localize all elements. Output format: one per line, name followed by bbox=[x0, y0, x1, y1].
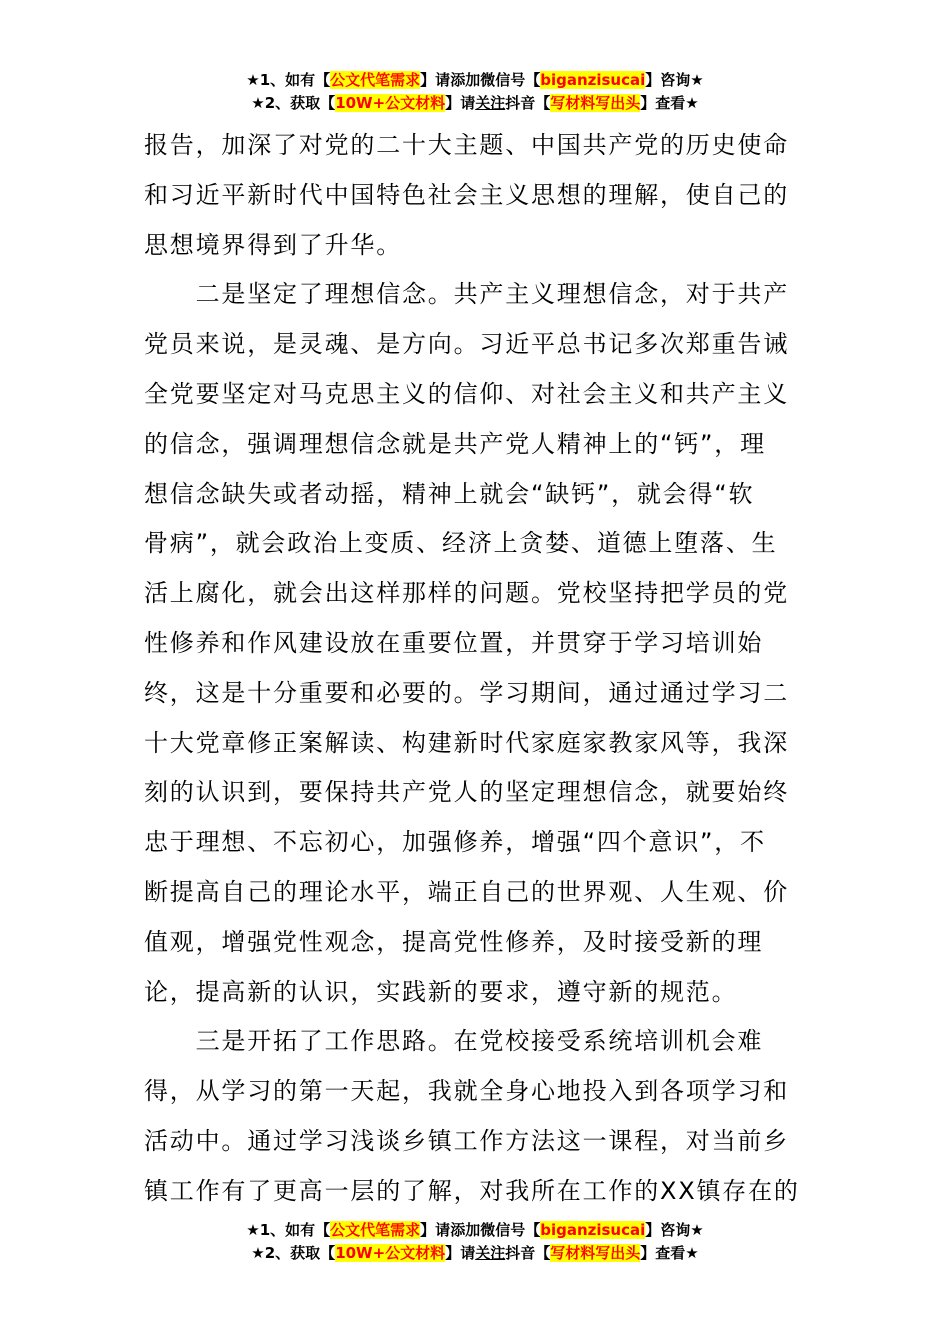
banner-text: ★1、如有【 bbox=[246, 71, 331, 89]
body-line: 党员来说，是灵魂、是方向。习近平总书记多次郑重告诫 bbox=[144, 330, 789, 359]
highlight-service: 公文代笔需求 bbox=[330, 1221, 421, 1239]
document-body bbox=[144, 121, 810, 1217]
body-line: 思想境界得到了升华。 bbox=[144, 230, 402, 259]
banner-text: ★1、如有【 bbox=[246, 1221, 331, 1239]
banner-text: 】请 bbox=[445, 94, 476, 112]
body-line: 和习近平新时代中国特色社会主义思想的理解，使自己的 bbox=[144, 180, 789, 209]
body-line: 值观，增强党性观念，提高党性修养，及时接受新的理 bbox=[144, 927, 764, 956]
body-line: 骨病”，就会政治上变质、经济上贪婪、道德上堕落、生 bbox=[144, 529, 778, 558]
banner-text: 微信号【 bbox=[480, 1221, 541, 1239]
body-line: 镇工作有了更高一层的了解，对我所在工作的XX镇存在的 bbox=[144, 1176, 800, 1205]
highlight-wechat-id: biganzisucai bbox=[540, 71, 646, 89]
highlight-materials: 10W+公文材料 bbox=[335, 94, 446, 112]
body-line: 报告，加深了对党的二十大主题、中国共产党的历史使命 bbox=[144, 131, 789, 159]
body-line: 活上腐化，就会出这样那样的问题。党校坚持把学员的党 bbox=[144, 579, 789, 608]
banner-line-2 bbox=[0, 1242, 950, 1265]
body-line: 论，提高新的认识，实践新的要求，遵守新的规范。 bbox=[144, 977, 738, 1006]
highlight-douyin: 写材料写出头 bbox=[550, 1244, 641, 1262]
banner-line-1 bbox=[0, 69, 950, 92]
body-line: 十大党章修正案解读、构建新时代家庭家教家风等，我深 bbox=[144, 728, 789, 757]
banner-text: 】查看★ bbox=[640, 1244, 699, 1262]
banner-text: 微信号【 bbox=[480, 71, 541, 89]
banner-text: 】请 bbox=[420, 71, 451, 89]
body-line: 性修养和作风建设放在重要位置，并贯穿于学习培训始 bbox=[144, 628, 764, 657]
banner-text: 抖音【 bbox=[505, 1244, 551, 1262]
body-line: 刻的认识到，要保持共产党人的坚定理想信念，就要始终 bbox=[144, 778, 789, 807]
banner-line-1 bbox=[0, 1219, 950, 1242]
banner-text: 】请 bbox=[445, 1244, 476, 1262]
body-line: 活动中。通过学习浅谈乡镇工作方法这一课程，对当前乡 bbox=[144, 1126, 789, 1155]
banner-emphasis: 添加 bbox=[450, 71, 481, 89]
body-line: 二是坚定了理想信念。共产主义理想信念，对于共产 bbox=[144, 280, 789, 309]
banner-text: 】查看★ bbox=[640, 94, 699, 112]
highlight-service: 公文代笔需求 bbox=[330, 71, 421, 89]
banner-emphasis: 添加 bbox=[450, 1221, 481, 1239]
banner-emphasis: 关注 bbox=[475, 1244, 506, 1262]
body-line: 断提高自己的理论水平，端正自己的世界观、人生观、价 bbox=[144, 877, 789, 906]
body-line: 三是开拓了工作思路。在党校接受系统培训机会难 bbox=[144, 1027, 764, 1056]
highlight-douyin: 写材料写出头 bbox=[550, 94, 641, 112]
body-line: 想信念缺失或者动摇，精神上就会“缺钙”，就会得“软 bbox=[144, 479, 755, 508]
highlight-materials: 10W+公文材料 bbox=[335, 1244, 446, 1262]
footer-banner bbox=[0, 1219, 950, 1265]
banner-emphasis: 关注 bbox=[475, 94, 506, 112]
body-line: 得，从学习的第一天起，我就全身心地投入到各项学习和 bbox=[144, 1077, 789, 1106]
highlight-wechat-id: biganzisucai bbox=[540, 1221, 646, 1239]
banner-text: 】咨询★ bbox=[645, 1221, 704, 1239]
body-line: 忠于理想、不忘初心，加强修养，增强“四个意识”，不 bbox=[144, 828, 766, 857]
banner-text: 】请 bbox=[420, 1221, 451, 1239]
body-line: 终，这是十分重要和必要的。学习期间，通过通过学习二 bbox=[144, 678, 789, 707]
banner-text: ★2、获取【 bbox=[251, 1244, 336, 1262]
body-line: 全党要坚定对马克思主义的信仰、对社会主义和共产主义 bbox=[144, 379, 789, 408]
banner-text: ★2、获取【 bbox=[251, 94, 336, 112]
header-banner bbox=[0, 69, 950, 115]
banner-text: 抖音【 bbox=[505, 94, 551, 112]
banner-line-2 bbox=[0, 92, 950, 115]
banner-text: 】咨询★ bbox=[645, 71, 704, 89]
body-line: 的信念，强调理想信念就是共产党人精神上的“钙”，理 bbox=[144, 429, 766, 458]
